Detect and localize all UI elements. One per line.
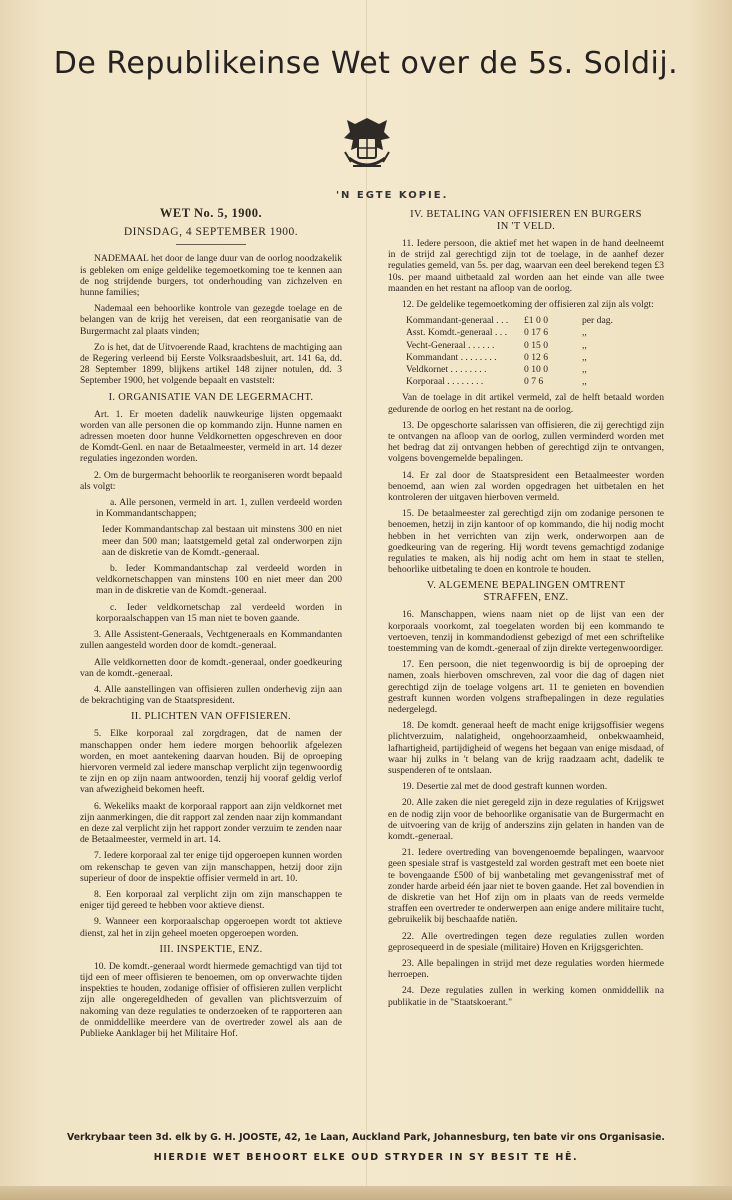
pay-period: per dag. xyxy=(582,315,613,327)
pay-scale-table xyxy=(406,315,664,388)
article-2: 2. Om de burgermacht behoorlik te reorganiseren wordt bepaald als volgt: xyxy=(80,469,342,492)
list-item: Ieder Kommandantschap zal bestaan uit minstens 300 en niet meer dan 500 man; laatstgemeld getal zal onderworpen zijn aan de diskretie van de Komdt.-generaal. xyxy=(102,524,342,558)
article-13: 13. De opgeschorte salarissen van offisieren, die zij gerechtigd zijn te ontvangen na afloop van de oorlog, zullen verminderd worden met het bedrag dat zij ontvangen hebben of gerechtigd zijn te ontvangen, volgens bovengemelde bepalingen. xyxy=(388,419,664,465)
article-24: 24. Deze regulaties zullen in werking komen onmiddellik na publikatie in de "Staatskoerant." xyxy=(388,985,664,1008)
authentic-copy-note: 'N EGTE KOPIE. xyxy=(336,190,449,201)
section-heading-line: V. ALGEMENE BEPALINGEN OMTRENT xyxy=(426,580,626,592)
pay-scale-row xyxy=(406,315,664,327)
section-heading-line: IV. BETALING VAN OFFISIEREN EN BURGERS xyxy=(410,209,642,220)
section-heading-line: STRAFFEN, ENZ. xyxy=(483,592,569,604)
section-heading-line: IN 'T VELD. xyxy=(496,221,556,232)
pay-amount: 0 7 6 xyxy=(524,376,544,388)
right-column xyxy=(388,206,664,1013)
article-21: 21. Iedere overtreding van bovengenoemde bepalingen, waarvoor geen spesiale straf is vastgesteld zal worden gestraft met een boete niet te bovengaande £500 of bij wanbetaling met gevangenisstraf met of zonder harde arbeid één jaar niet te boven gaande. Het zal bovendien in de diskretie van het Hof zijn om in plaats van de reeds vermelde straffen een overtreder te onderwerpen aan enige andere militaire tucht, gebruikelik bij beschaafde natiën. xyxy=(388,847,664,926)
list-item: a. Alle personen, vermeld in art. 1, zullen verdeeld worden in Kommandantschappen; xyxy=(96,497,342,520)
pay-period: ,, xyxy=(582,327,587,339)
article-19: 19. Desertie zal met de dood gestraft kunnen worden. xyxy=(402,781,608,793)
preamble-paragraph: NADEMAAL het door de lange duur van de oorlog noodzakelik is gebleken om enige geldelike tegemoetkoming toe te kennen aan de nog strijdende burgers, tot onderhouding van zichzelven en hunne families; xyxy=(80,253,342,299)
article-18: 18. De komdt. generaal heeft de macht enige krijgsoffisier wegens plichtverzuim, nalatigheid, ongehoorzaamheid, onbekwaamheid, lafhartigheid, partijdigheid of wegens het begaan van enige misdaad, of waar hij zulks in 't belang van de krijg raadzaam acht, dadelik te suspenderen of te ontslaan. xyxy=(388,720,664,777)
article-5: 5. Elke korporaal zal zorgdragen, dat de namen der manschappen onder hem iedere morgen behoorlik afgelezen worden, en moet aantekening daarvan houden. Bij de oproeping hiervoren vermeld zal iedere manschap verplicht zijn tegenwoordig te zijn en op zijn naam antwoorden, tenzij hij vooraf geldig verlof van afwezigheid bekomen heeft. xyxy=(80,728,342,796)
pay-period: ,, xyxy=(582,363,587,375)
section-heading xyxy=(388,209,664,233)
article-12: 12. De geldelike tegemoetkoming der offisieren zal zijn als volgt: xyxy=(402,299,654,311)
rank-label: Kommandant-generaal . . . xyxy=(406,315,509,327)
preamble-paragraph: Zo is het, dat de Uitvoerende Raad, krachtens de machtiging aan de Regering verleend bij Eerste Volksraadsbesluit, art. 141 6a, dd. 28 September 1899, blijkens artikel 148 zijner notulen, dd. 3 September 1900, het volgende bepaalt en vaststelt: xyxy=(80,341,342,387)
ownership-slogan: HIERDIE WET BEHOORT ELKE OUD STRYDER IN SY BESIT TE HÊ. xyxy=(153,1152,579,1163)
pay-period: ,, xyxy=(582,351,587,363)
article-16: 16. Manschappen, wiens naam niet op de lijst van een der korporaals voorkomt, zal toegelaten worden bij een kommando te vertoeven, tenzij in kommandodienst gebezigd of met een schriftelike toestemming van de komdt.-generaal of zijn direkte vertegenwoordiger. xyxy=(388,609,664,654)
coat-of-arms-icon xyxy=(339,112,395,178)
pay-amount: £1 0 0 xyxy=(524,315,548,327)
act-date: DINSDAG, 4 SEPTEMBER 1900. xyxy=(123,226,299,239)
article-14: 14. Er zal door de Staatspresident een Betaalmeester worden benoemd, aan wien zal worden opgedragen het uitbetalen en het kontroleren der uitgaven hierboven vermeld. xyxy=(388,469,664,503)
rank-label: Asst. Komdt.-generaal . . . xyxy=(406,327,507,339)
article-7: 7. Iedere korporaal zal ter enige tijd opgeroepen kunnen worden om rekenschap te geven van zijn manschappen, hetzij door zijn superieur of door de inspektie offisier vermeld in art. 10. xyxy=(80,850,342,884)
preamble-paragraph: Nademaal een behoorlike kontrole van gezegde toelage en de belangen van de krijg het vereisen, dat een reorganisatie van de Burgermacht zal plaats vinden; xyxy=(80,303,342,337)
list-item: b. Ieder Kommandantschap zal verdeeld worden in veldkornetschappen van minstens 100 en niet meer dan 200 man in de diskretie van de Komdt.-generaal. xyxy=(96,563,342,597)
article-15: 15. De betaalmeester zal gerechtigd zijn om zodanige personen te benoemen, hetzij in zijn kantoor of op kommando, die hij nodig mocht hebben in het verrichten van zijn werk, onderworpen aan de goedkeuring van de regering. Hij wordt tevens gemachtigd zodanige regulaties te maken, als hij nodig acht om hem in staat te stellen, behoorlike uitbetaling te doen en kontrole te houden. xyxy=(388,508,664,576)
article-6: 6. Wekeliks maakt de korporaal rapport aan zijn veldkornet met zijn aanmerkingen, die dit rapport zal zenden naar zijn kommandant en deze zal verplicht zijn het rapport zonder verzuim te zenden naar de Betaalmeester, vermeld in art. 14. xyxy=(80,800,342,846)
pay-period: ,, xyxy=(582,376,587,388)
article-12-continued: Van de toelage in dit artikel vermeld, zal de helft betaald worden gedurende de oorlog en het restant na de oorlog. xyxy=(388,392,664,415)
pay-scale-row xyxy=(406,376,664,388)
article-1: Art. 1. Er moeten dadelik nauwkeurige lijsten opgemaakt worden van alle personen die op kommando zijn. Hunne namen en adressen moeten door hunne Veldkornetten opgeschreven en door de Komdt-Genl. en naar de Betaalmeester, vermeld in art. 14 dezer regulaties ingezonden worden. xyxy=(80,408,342,465)
pay-scale-row xyxy=(406,340,664,352)
separator-rule xyxy=(176,244,246,245)
article-3: 3. Alle Assistent-Generaals, Vechtgeneraals en Kommandanten zullen aangesteld worden door de komdt.-generaal. xyxy=(80,629,342,652)
article-10: 10. De komdt.-generaal wordt hiermede gemachtigd van tijd tot tijd een of meer offisieren te benoemen, om op onverwachte tijden inspekties te houden, zodanige offisier of offisieren zullen verplicht zijn alle ongeregeldheden of gevallen van plichtsverzuim of nakoming van deze regulaties te onderzoeken of te rapporteren aan de onmiddellike meerdere van de overtreder zowel als aan de Publieke Aanklager bij het Militaire Hof. xyxy=(80,960,342,1039)
pay-scale-row xyxy=(406,352,664,364)
article-3-continued: Alle veldkornetten door de komdt.-generaal, onder goedkeuring van de komdt.-generaal. xyxy=(80,656,342,679)
pay-period: ,, xyxy=(582,339,587,351)
pay-amount: 0 12 6 xyxy=(524,351,548,363)
act-title: WET No. 5, 1900. xyxy=(159,206,263,220)
sales-notice: Verkrybaar teen 3d. elk by G. H. JOOSTE, 42, 1e Laan, Auckland Park, Johannesburg, ten bate vir ons Organisasie. xyxy=(67,1132,665,1143)
pay-scale-row xyxy=(406,327,664,339)
article-11: 11. Iedere persoon, die aktief met het wapen in de hand deelneemt in de strijd zal gerechtigd zijn tot de toelage, in de aanhef dezer regulaties gemeld, van 5s. per dag, waarvan een deel berekend tegen £3 10s. per maand uitbetaald zal worden aan het einde van alle twee maanden en het restant na afloop van de oorlog. xyxy=(388,238,664,294)
article-2-list xyxy=(80,497,342,624)
rank-label: Veldkornet . . . . . . . . xyxy=(406,363,487,375)
pay-amount: 0 17 6 xyxy=(524,327,548,339)
section-heading: II. PLICHTEN VAN OFFISIEREN. xyxy=(131,711,291,723)
list-item: c. Ieder veldkornetschap zal verdeeld worden in korporaalschappen van 15 man niet te boven gaande. xyxy=(96,601,342,624)
section-heading: III. INSPEKTIE, ENZ. xyxy=(159,943,263,955)
article-4: 4. Alle aanstellingen van offisieren zullen onderhevig zijn aan de bekrachtiging van de Staatspresident. xyxy=(80,683,342,707)
article-17: 17. Een persoon, die niet tegenwoordig is bij de oproeping der namen, zoals hierboven omschreven, zal voor die dag of dagen niet gerechtigd zijn de toelage volgens art. 11 te genieten en bovendien gestraft kunnen worden volgens strafbepalingen in deze regulaties nedergelegd. xyxy=(388,659,664,716)
document-title: De Republikeinse Wet over de 5s. Soldij. xyxy=(53,46,679,81)
pay-amount: 0 15 0 xyxy=(524,339,548,351)
article-8: 8. Een korporaal zal verplicht zijn om zijn manschappen te eniger tijd gereed te hebben voor aktieve dienst. xyxy=(80,888,342,912)
section-heading xyxy=(388,580,664,604)
left-column xyxy=(80,206,342,1044)
article-9: 9. Wanneer een korporaalschap opgeroepen wordt tot aktieve dienst, zal het in zijn geheel moeten opgeroepen worden. xyxy=(80,916,342,939)
rank-label: Kommandant . . . . . . . . xyxy=(406,351,497,363)
pay-amount: 0 10 0 xyxy=(524,363,548,375)
article-23: 23. Alle bepalingen in strijd met deze regulaties worden hiermede herroepen. xyxy=(388,958,664,981)
rank-label: Vecht-Generaal . . . . . . xyxy=(406,339,495,351)
pay-scale-row xyxy=(406,364,664,376)
article-22: 22. Alle overtredingen tegen deze regulaties zullen worden geprosequeerd in de spesiale (militaire) Hoven en Krijgsgerichten. xyxy=(388,930,664,953)
article-20: 20. Alle zaken die niet geregeld zijn in deze regulaties of Krijgswet en de nodig zijn voor de behoorlike organisatie van de Burgermacht en de uitvoering van de krijg of anderszins zijn gelaten in handen van de komdt.-generaal. xyxy=(388,797,664,843)
section-heading: I. ORGANISATIE VAN DE LEGERMACHT. xyxy=(108,391,314,403)
rank-label: Korporaal . . . . . . . . xyxy=(406,376,484,388)
